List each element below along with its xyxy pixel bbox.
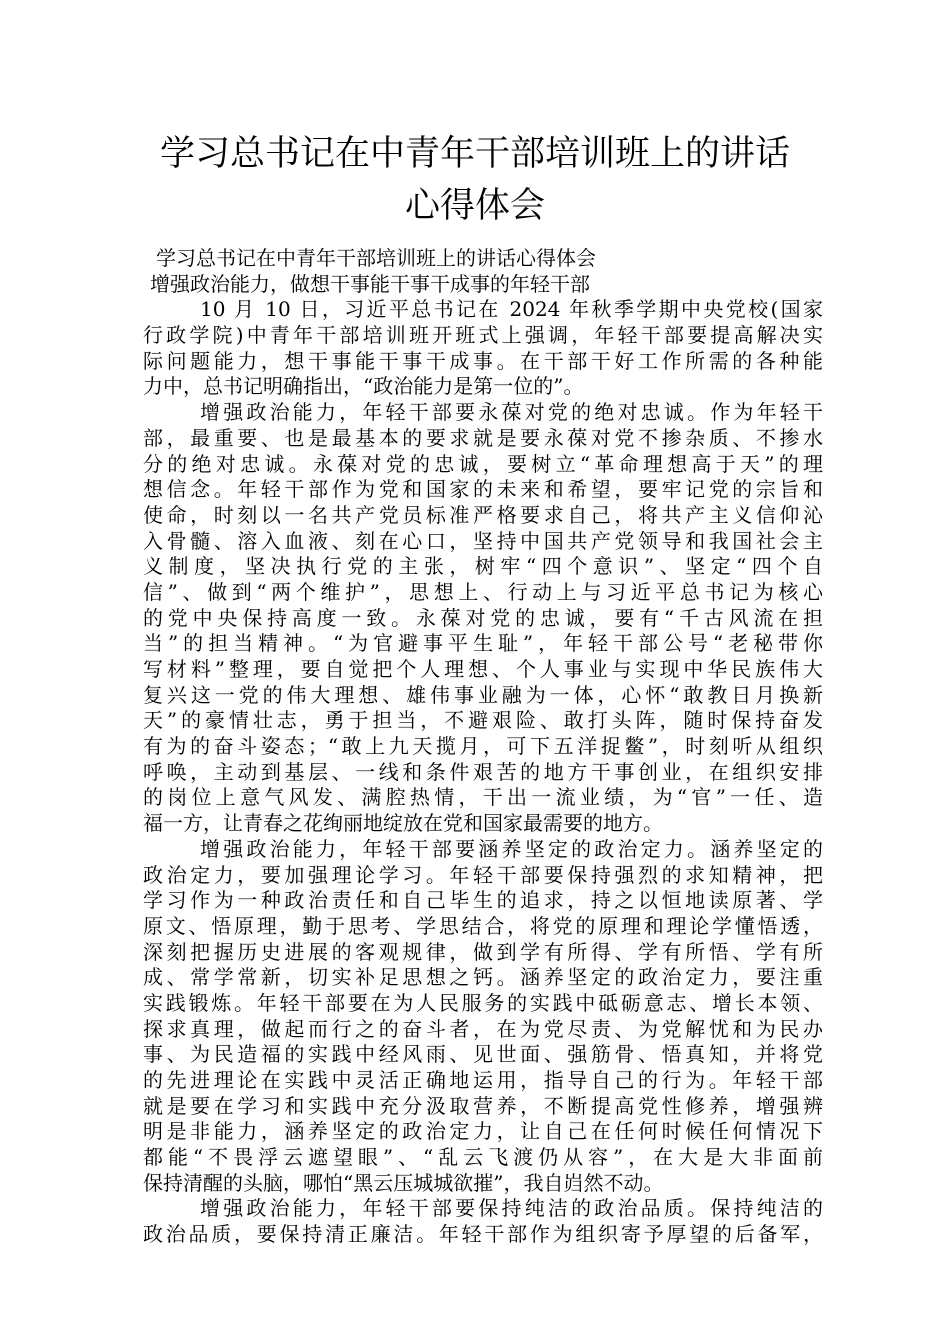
- text-line: 有为的奋斗姿态；“敢上九天揽月，可下五洋捉鳖”，时刻听从组织: [143, 734, 823, 759]
- text-line: 政治定力，要加强理论学习。年轻干部要保持强烈的求知精神，把: [143, 862, 823, 887]
- text-line: 原文、悟原理，勤于思考、学思结合，将党的原理和理论学懂悟透，: [143, 913, 823, 938]
- text-line: 福一方，让青春之花绚丽地绽放在党和国家最需要的地方。: [143, 811, 663, 836]
- text-line: 的先进理论在实践中灵活正确地运用，指导自己的行为。年轻干部: [143, 1068, 823, 1092]
- text-line: 增强政治能力，年轻干部要永葆对党的绝对忠诚。作为年轻干: [200, 400, 823, 425]
- text-line: 想信念。年轻干部作为党和国家的未来和希望，要牢记党的宗旨和: [143, 477, 823, 502]
- text-line: 事、为民造福的实践中经风雨、见世面、强筋骨、悟真知，并将党: [143, 1042, 823, 1067]
- text-line: 的党中央保持高度一致。永葆对党的忠诚，要有“千古风流在担: [143, 605, 823, 630]
- title-line-1: 学习总书记在中青年干部培训班上的讲话: [159, 134, 790, 174]
- text-line: 部，最重要、也是最基本的要求就是要永葆对党不掺杂质、不掺水: [143, 425, 823, 450]
- text-line: 呼唤，主动到基层、一线和条件艰苦的地方干事创业，在组织安排: [143, 759, 823, 784]
- text-line: 10 月 10 日，习近平总书记在 2024 年秋季学期中央党校(国家: [200, 297, 823, 322]
- text-line: 学习作为一种政治责任和自己毕生的追求，持之以恒地读原著、学: [143, 888, 823, 913]
- text-line: 际问题能力，想干事能干事干成事。在干部干好工作所需的各种能: [143, 348, 823, 373]
- text-line: 力中，总书记明确指出，“政治能力是第一位的”。: [143, 374, 584, 399]
- text-line: 增强政治能力，年轻干部要涵养坚定的政治定力。涵养坚定的: [200, 836, 823, 861]
- text-line: 增强政治能力，做想干事能干事干成事的年轻干部: [150, 271, 590, 296]
- text-line: 就是要在学习和实践中充分汲取营养，不断提高党性修养，增强辨: [143, 1093, 823, 1118]
- text-line: 学习总书记在中青年干部培训班上的讲话心得体会: [156, 246, 596, 270]
- title-line-2: 心得体会: [404, 186, 545, 226]
- text-line: 信”、做到“两个维护”，思想上、行动上与习近平总书记为核心: [143, 579, 823, 604]
- document-title: [100, 128, 850, 232]
- document-body: [143, 246, 823, 1248]
- text-line: 当”的担当精神。“为官避事平生耻”，年轻干部公号“老秘带你: [143, 631, 823, 656]
- text-line: 义制度，坚决执行党的主张，树牢“四个意识”、坚定“四个自: [143, 554, 823, 579]
- text-line: 使命，时刻以一名共产党员标准严格要求自己，将共产主义信仰沁: [143, 502, 823, 527]
- text-line: 入骨髓、溶入血液、刻在心口，坚持中国共产党领导和我国社会主: [143, 528, 823, 553]
- text-line: 明是非能力，涵养坚定的政治定力，让自己在任何时候任何情况下: [143, 1119, 823, 1144]
- text-line: 保持清醒的头脑，哪怕“黑云压城城欲摧”，我自岿然不动。: [143, 1170, 664, 1195]
- text-line: 行政学院)中青年干部培训班开班式上强调，年轻干部要提高解决实: [143, 323, 823, 348]
- text-line: 成、常学常新，切实补足思想之钙。涵养坚定的政治定力，要注重: [143, 965, 823, 990]
- text-line: 分的绝对忠诚。永葆对党的忠诚，要树立“革命理想高于天”的理: [143, 451, 823, 476]
- text-line: 政治品质，要保持清正廉洁。年轻干部作为组织寄予厚望的后备军，: [143, 1222, 823, 1247]
- text-line: 都能“不畏浮云遮望眼”、“乱云飞渡仍从容”，在大是大非面前: [143, 1145, 823, 1170]
- text-line: 写材料”整理，要自觉把个人理想、个人事业与实现中华民族伟大: [143, 657, 823, 681]
- text-line: 复兴这一党的伟大理想、雄伟事业融为一体，心怀“敢教日月换新: [143, 682, 823, 707]
- text-line: 深刻把握历史进展的客观规律，做到学有所得、学有所悟、学有所: [143, 939, 823, 964]
- text-line: 的岗位上意气风发、满腔热情，干出一流业绩，为“官”一任、造: [143, 785, 823, 810]
- text-line: 天”的豪情壮志，勇于担当，不避艰险、敢打头阵，随时保持奋发: [143, 708, 823, 733]
- text-line: 增强政治能力，年轻干部要保持纯洁的政治品质。保持纯洁的: [200, 1196, 823, 1221]
- text-line: 实践锻炼。年轻干部要在为人民服务的实践中砥砺意志、增长本领、: [143, 990, 823, 1015]
- text-line: 探求真理，做起而行之的奋斗者，在为党尽责、为党解忧和为民办: [143, 1016, 823, 1041]
